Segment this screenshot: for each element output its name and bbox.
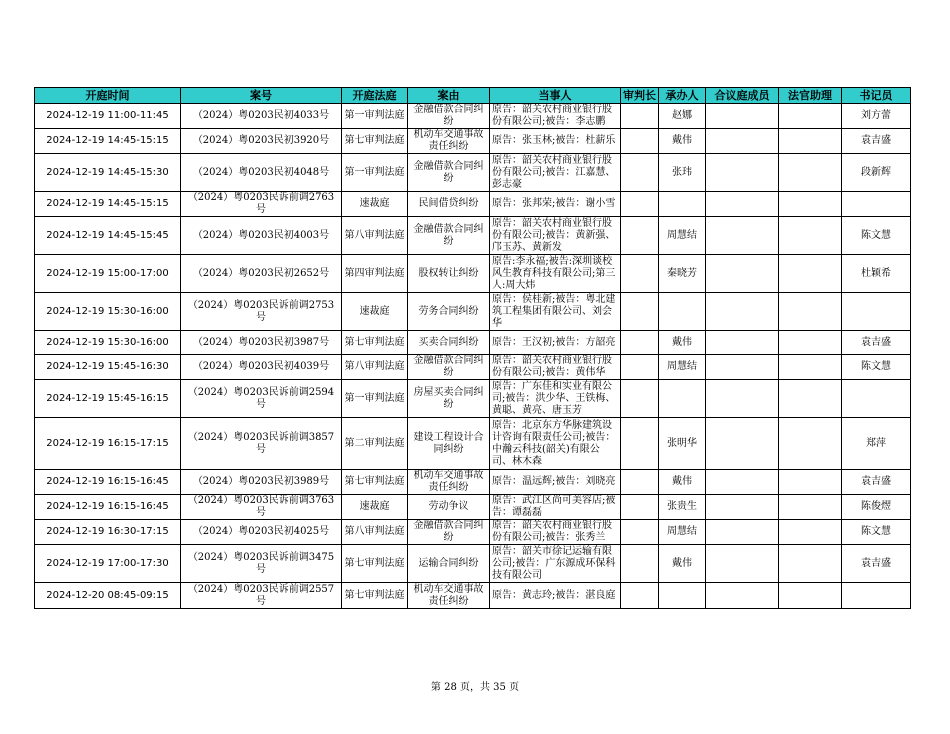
- header-panel: 合议庭成员: [706, 88, 779, 104]
- judge-assistant-cell: [779, 495, 842, 520]
- case-cause-cell: 金融借款合同纠纷: [408, 217, 490, 255]
- panel-members-cell: [706, 495, 779, 520]
- judge-assistant-cell: [779, 255, 842, 293]
- judge-assistant-cell: [779, 520, 842, 545]
- case-number-cell: （2024）粤0203民初3920号: [181, 129, 342, 154]
- handling-judge-cell: 赵娜: [659, 104, 706, 129]
- courtroom-cell: 第七审判法庭: [342, 129, 408, 154]
- header-judge: 审判长: [621, 88, 659, 104]
- hearing-time-cell: 2024-12-19 15:30-16:00: [35, 331, 181, 355]
- clerk-cell: [842, 380, 911, 418]
- header-case: 案号: [181, 88, 342, 104]
- hearing-time-cell: 2024-12-20 08:45-09:15: [35, 583, 181, 609]
- case-cause-cell: 民间借贷纠纷: [408, 192, 490, 217]
- case-cause-cell: 买卖合同纠纷: [408, 331, 490, 355]
- case-number-cell: （2024）粤0203民初4003号: [181, 217, 342, 255]
- clerk-cell: 袁吉盛: [842, 331, 911, 355]
- handling-judge-cell: [659, 192, 706, 217]
- parties-cell: 原告：韶关农村商业银行股份有限公司;被告：张秀兰: [490, 520, 621, 545]
- judge-assistant-cell: [779, 380, 842, 418]
- case-number-cell: （2024）粤0203民诉前调2763号: [181, 192, 342, 217]
- parties-cell: 原告：武江区尚可美容店;被告：谭磊磊: [490, 495, 621, 520]
- parties-cell: 原告：北京东方华脉建筑设计咨询有限责任公司;被告：中瀚云科技(韶关)有限公司、林木森: [490, 418, 621, 470]
- parties-cell: 原告：韶关市徐记运输有限公司;被告：广东源成环保科技有限公司: [490, 545, 621, 583]
- case-number-cell: （2024）粤0203民初4025号: [181, 520, 342, 545]
- clerk-cell: 袁吉盛: [842, 470, 911, 495]
- table-row: [35, 495, 911, 520]
- header-handler: 承办人: [659, 88, 706, 104]
- presiding-judge-cell: [621, 192, 659, 217]
- hearing-time-cell: 2024-12-19 15:00-17:00: [35, 255, 181, 293]
- clerk-cell: 袁吉盛: [842, 129, 911, 154]
- presiding-judge-cell: [621, 380, 659, 418]
- courtroom-cell: 第四审判法庭: [342, 255, 408, 293]
- hearing-time-cell: 2024-12-19 16:15-16:45: [35, 470, 181, 495]
- presiding-judge-cell: [621, 129, 659, 154]
- handling-judge-cell: 戴伟: [659, 470, 706, 495]
- panel-members-cell: [706, 355, 779, 380]
- case-cause-cell: 金融借款合同纠纷: [408, 104, 490, 129]
- judge-assistant-cell: [779, 293, 842, 331]
- case-number-cell: （2024）粤0203民初4048号: [181, 154, 342, 192]
- presiding-judge-cell: [621, 331, 659, 355]
- table-row: [35, 470, 911, 495]
- case-number-cell: （2024）粤0203民初4039号: [181, 355, 342, 380]
- handling-judge-cell: 戴伟: [659, 129, 706, 154]
- table-row: [35, 418, 911, 470]
- hearing-time-cell: 2024-12-19 11:00-11:45: [35, 104, 181, 129]
- courtroom-cell: 第七审判法庭: [342, 583, 408, 609]
- table-row: [35, 255, 911, 293]
- table-row: [35, 355, 911, 380]
- presiding-judge-cell: [621, 293, 659, 331]
- case-number-cell: （2024）粤0203民初3987号: [181, 331, 342, 355]
- clerk-cell: 陈文慧: [842, 355, 911, 380]
- case-cause-cell: 运输合同纠纷: [408, 545, 490, 583]
- table-row: [35, 129, 911, 154]
- panel-members-cell: [706, 545, 779, 583]
- panel-members-cell: [706, 293, 779, 331]
- panel-members-cell: [706, 583, 779, 609]
- handling-judge-cell: 戴伟: [659, 331, 706, 355]
- page-footer: 第 28 页，共 35 页: [430, 682, 520, 693]
- judge-assistant-cell: [779, 583, 842, 609]
- hearing-time-cell: 2024-12-19 15:30-16:00: [35, 293, 181, 331]
- courtroom-cell: 第一审判法庭: [342, 380, 408, 418]
- hearing-time-cell: 2024-12-19 14:45-15:15: [35, 192, 181, 217]
- panel-members-cell: [706, 217, 779, 255]
- case-number-cell: （2024）粤0203民初2652号: [181, 255, 342, 293]
- handling-judge-cell: 张贵生: [659, 495, 706, 520]
- case-number-cell: （2024）粤0203民诉前调2753号: [181, 293, 342, 331]
- table-row: [35, 583, 911, 609]
- hearing-time-cell: 2024-12-19 17:00-17:30: [35, 545, 181, 583]
- hearing-time-cell: 2024-12-19 14:45-15:15: [35, 129, 181, 154]
- case-cause-cell: 金融借款合同纠纷: [408, 154, 490, 192]
- hearing-time-cell: 2024-12-19 16:15-17:15: [35, 418, 181, 470]
- courtroom-cell: 速裁庭: [342, 293, 408, 331]
- courtroom-cell: 第七审判法庭: [342, 470, 408, 495]
- header-court: 开庭法庭: [342, 88, 408, 104]
- handling-judge-cell: 秦晓芳: [659, 255, 706, 293]
- handling-judge-cell: [659, 583, 706, 609]
- panel-members-cell: [706, 129, 779, 154]
- clerk-cell: 陈文慧: [842, 217, 911, 255]
- case-number-cell: （2024）粤0203民诉前调3857号: [181, 418, 342, 470]
- header-reason: 案由: [408, 88, 490, 104]
- header-time: 开庭时间: [35, 88, 181, 104]
- parties-cell: 原告：王汉初;被告：方韶亮: [490, 331, 621, 355]
- handling-judge-cell: [659, 293, 706, 331]
- clerk-cell: 刘方蕾: [842, 104, 911, 129]
- case-cause-cell: 金融借款合同纠纷: [408, 355, 490, 380]
- courtroom-cell: 第八审判法庭: [342, 520, 408, 545]
- case-number-cell: （2024）粤0203民诉前调3475号: [181, 545, 342, 583]
- parties-cell: 原告：韶关农村商业银行股份有限公司;被告：黄新强、邝玉苏、黄新发: [490, 217, 621, 255]
- judge-assistant-cell: [779, 331, 842, 355]
- presiding-judge-cell: [621, 104, 659, 129]
- judge-assistant-cell: [779, 154, 842, 192]
- table-row: [35, 520, 911, 545]
- clerk-cell: [842, 192, 911, 217]
- panel-members-cell: [706, 104, 779, 129]
- handling-judge-cell: 周慧结: [659, 355, 706, 380]
- header-assistant: 法官助理: [779, 88, 842, 104]
- handling-judge-cell: 戴伟: [659, 545, 706, 583]
- parties-cell: 原告：张邦荣;被告：谢小雪: [490, 192, 621, 217]
- presiding-judge-cell: [621, 583, 659, 609]
- judge-assistant-cell: [779, 192, 842, 217]
- handling-judge-cell: [659, 380, 706, 418]
- schedule-body: [35, 104, 911, 609]
- case-number-cell: （2024）粤0203民诉前调2557号: [181, 583, 342, 609]
- parties-cell: 原告：韶关农村商业银行股份有限公司;被告：黄伟华: [490, 355, 621, 380]
- handling-judge-cell: 张玮: [659, 154, 706, 192]
- panel-members-cell: [706, 154, 779, 192]
- case-cause-cell: 股权转让纠纷: [408, 255, 490, 293]
- hearing-time-cell: 2024-12-19 15:45-16:15: [35, 380, 181, 418]
- courtroom-cell: 第七审判法庭: [342, 331, 408, 355]
- case-number-cell: （2024）粤0203民初3989号: [181, 470, 342, 495]
- case-cause-cell: 劳务合同纠纷: [408, 293, 490, 331]
- presiding-judge-cell: [621, 545, 659, 583]
- courtroom-cell: 第八审判法庭: [342, 355, 408, 380]
- courtroom-cell: 第二审判法庭: [342, 418, 408, 470]
- case-cause-cell: 劳动争议: [408, 495, 490, 520]
- courtroom-cell: 第七审判法庭: [342, 545, 408, 583]
- parties-cell: 原告：广东佳和实业有限公司;被告：洪少华、王铁梅、黄聪、黄亮、唐玉芳: [490, 380, 621, 418]
- hearing-time-cell: 2024-12-19 16:30-17:15: [35, 520, 181, 545]
- table-row: [35, 380, 911, 418]
- panel-members-cell: [706, 255, 779, 293]
- clerk-cell: [842, 293, 911, 331]
- parties-cell: 原告：黄志玲;被告：湛良庭: [490, 583, 621, 609]
- handling-judge-cell: 张明华: [659, 418, 706, 470]
- parties-cell: 原告：韶关农村商业银行股份有限公司;被告：李志鹏: [490, 104, 621, 129]
- header-clerk: 书记员: [842, 88, 911, 104]
- case-cause-cell: 机动车交通事故责任纠纷: [408, 470, 490, 495]
- parties-cell: 原告:李永福;被告:深圳谈校风生教育科技有限公司;第三人:周大炜: [490, 255, 621, 293]
- judge-assistant-cell: [779, 355, 842, 380]
- judge-assistant-cell: [779, 418, 842, 470]
- courtroom-cell: 第一审判法庭: [342, 104, 408, 129]
- panel-members-cell: [706, 418, 779, 470]
- presiding-judge-cell: [621, 154, 659, 192]
- panel-members-cell: [706, 520, 779, 545]
- panel-members-cell: [706, 192, 779, 217]
- handling-judge-cell: 周慧结: [659, 520, 706, 545]
- schedule-table: [34, 87, 911, 609]
- handling-judge-cell: 周慧结: [659, 217, 706, 255]
- case-cause-cell: 金融借款合同纠纷: [408, 520, 490, 545]
- clerk-cell: 杜颖希: [842, 255, 911, 293]
- parties-cell: 原告：韶关农村商业银行股份有限公司;被告：江嘉慧、彭志豪: [490, 154, 621, 192]
- case-cause-cell: 机动车交通事故责任纠纷: [408, 583, 490, 609]
- clerk-cell: [842, 583, 911, 609]
- presiding-judge-cell: [621, 255, 659, 293]
- case-cause-cell: 房屋买卖合同纠纷: [408, 380, 490, 418]
- presiding-judge-cell: [621, 355, 659, 380]
- table-row: [35, 331, 911, 355]
- parties-cell: 原告：张玉林;被告：杜薪乐: [490, 129, 621, 154]
- panel-members-cell: [706, 470, 779, 495]
- case-number-cell: （2024）粤0203民诉前调3763号: [181, 495, 342, 520]
- presiding-judge-cell: [621, 520, 659, 545]
- hearing-schedule: [34, 87, 911, 609]
- hearing-time-cell: 2024-12-19 16:15-16:45: [35, 495, 181, 520]
- judge-assistant-cell: [779, 129, 842, 154]
- courtroom-cell: 速裁庭: [342, 495, 408, 520]
- judge-assistant-cell: [779, 470, 842, 495]
- clerk-cell: 段新辉: [842, 154, 911, 192]
- case-cause-cell: 机动车交通事故责任纠纷: [408, 129, 490, 154]
- table-row: [35, 217, 911, 255]
- presiding-judge-cell: [621, 418, 659, 470]
- judge-assistant-cell: [779, 104, 842, 129]
- case-number-cell: （2024）粤0203民诉前调2594号: [181, 380, 342, 418]
- hearing-time-cell: 2024-12-19 15:45-16:30: [35, 355, 181, 380]
- table-row: [35, 104, 911, 129]
- case-cause-cell: 建设工程设计合同纠纷: [408, 418, 490, 470]
- table-row: [35, 293, 911, 331]
- table-row: [35, 192, 911, 217]
- clerk-cell: 陈俊熤: [842, 495, 911, 520]
- parties-cell: 原告：侯桂新;被告：粤北建筑工程集团有限公司、刘会华: [490, 293, 621, 331]
- header-row: [35, 88, 911, 104]
- table-row: [35, 545, 911, 583]
- panel-members-cell: [706, 380, 779, 418]
- judge-assistant-cell: [779, 217, 842, 255]
- judge-assistant-cell: [779, 545, 842, 583]
- clerk-cell: 陈文慧: [842, 520, 911, 545]
- table-row: [35, 154, 911, 192]
- presiding-judge-cell: [621, 495, 659, 520]
- presiding-judge-cell: [621, 470, 659, 495]
- hearing-time-cell: 2024-12-19 14:45-15:45: [35, 217, 181, 255]
- parties-cell: 原告：温远辉;被告：刘晓亮: [490, 470, 621, 495]
- courtroom-cell: 速裁庭: [342, 192, 408, 217]
- hearing-time-cell: 2024-12-19 14:45-15:30: [35, 154, 181, 192]
- header-party: 当事人: [490, 88, 621, 104]
- panel-members-cell: [706, 331, 779, 355]
- courtroom-cell: 第八审判法庭: [342, 217, 408, 255]
- clerk-cell: 郑萍: [842, 418, 911, 470]
- courtroom-cell: 第一审判法庭: [342, 154, 408, 192]
- case-number-cell: （2024）粤0203民初4033号: [181, 104, 342, 129]
- clerk-cell: 袁吉盛: [842, 545, 911, 583]
- presiding-judge-cell: [621, 217, 659, 255]
